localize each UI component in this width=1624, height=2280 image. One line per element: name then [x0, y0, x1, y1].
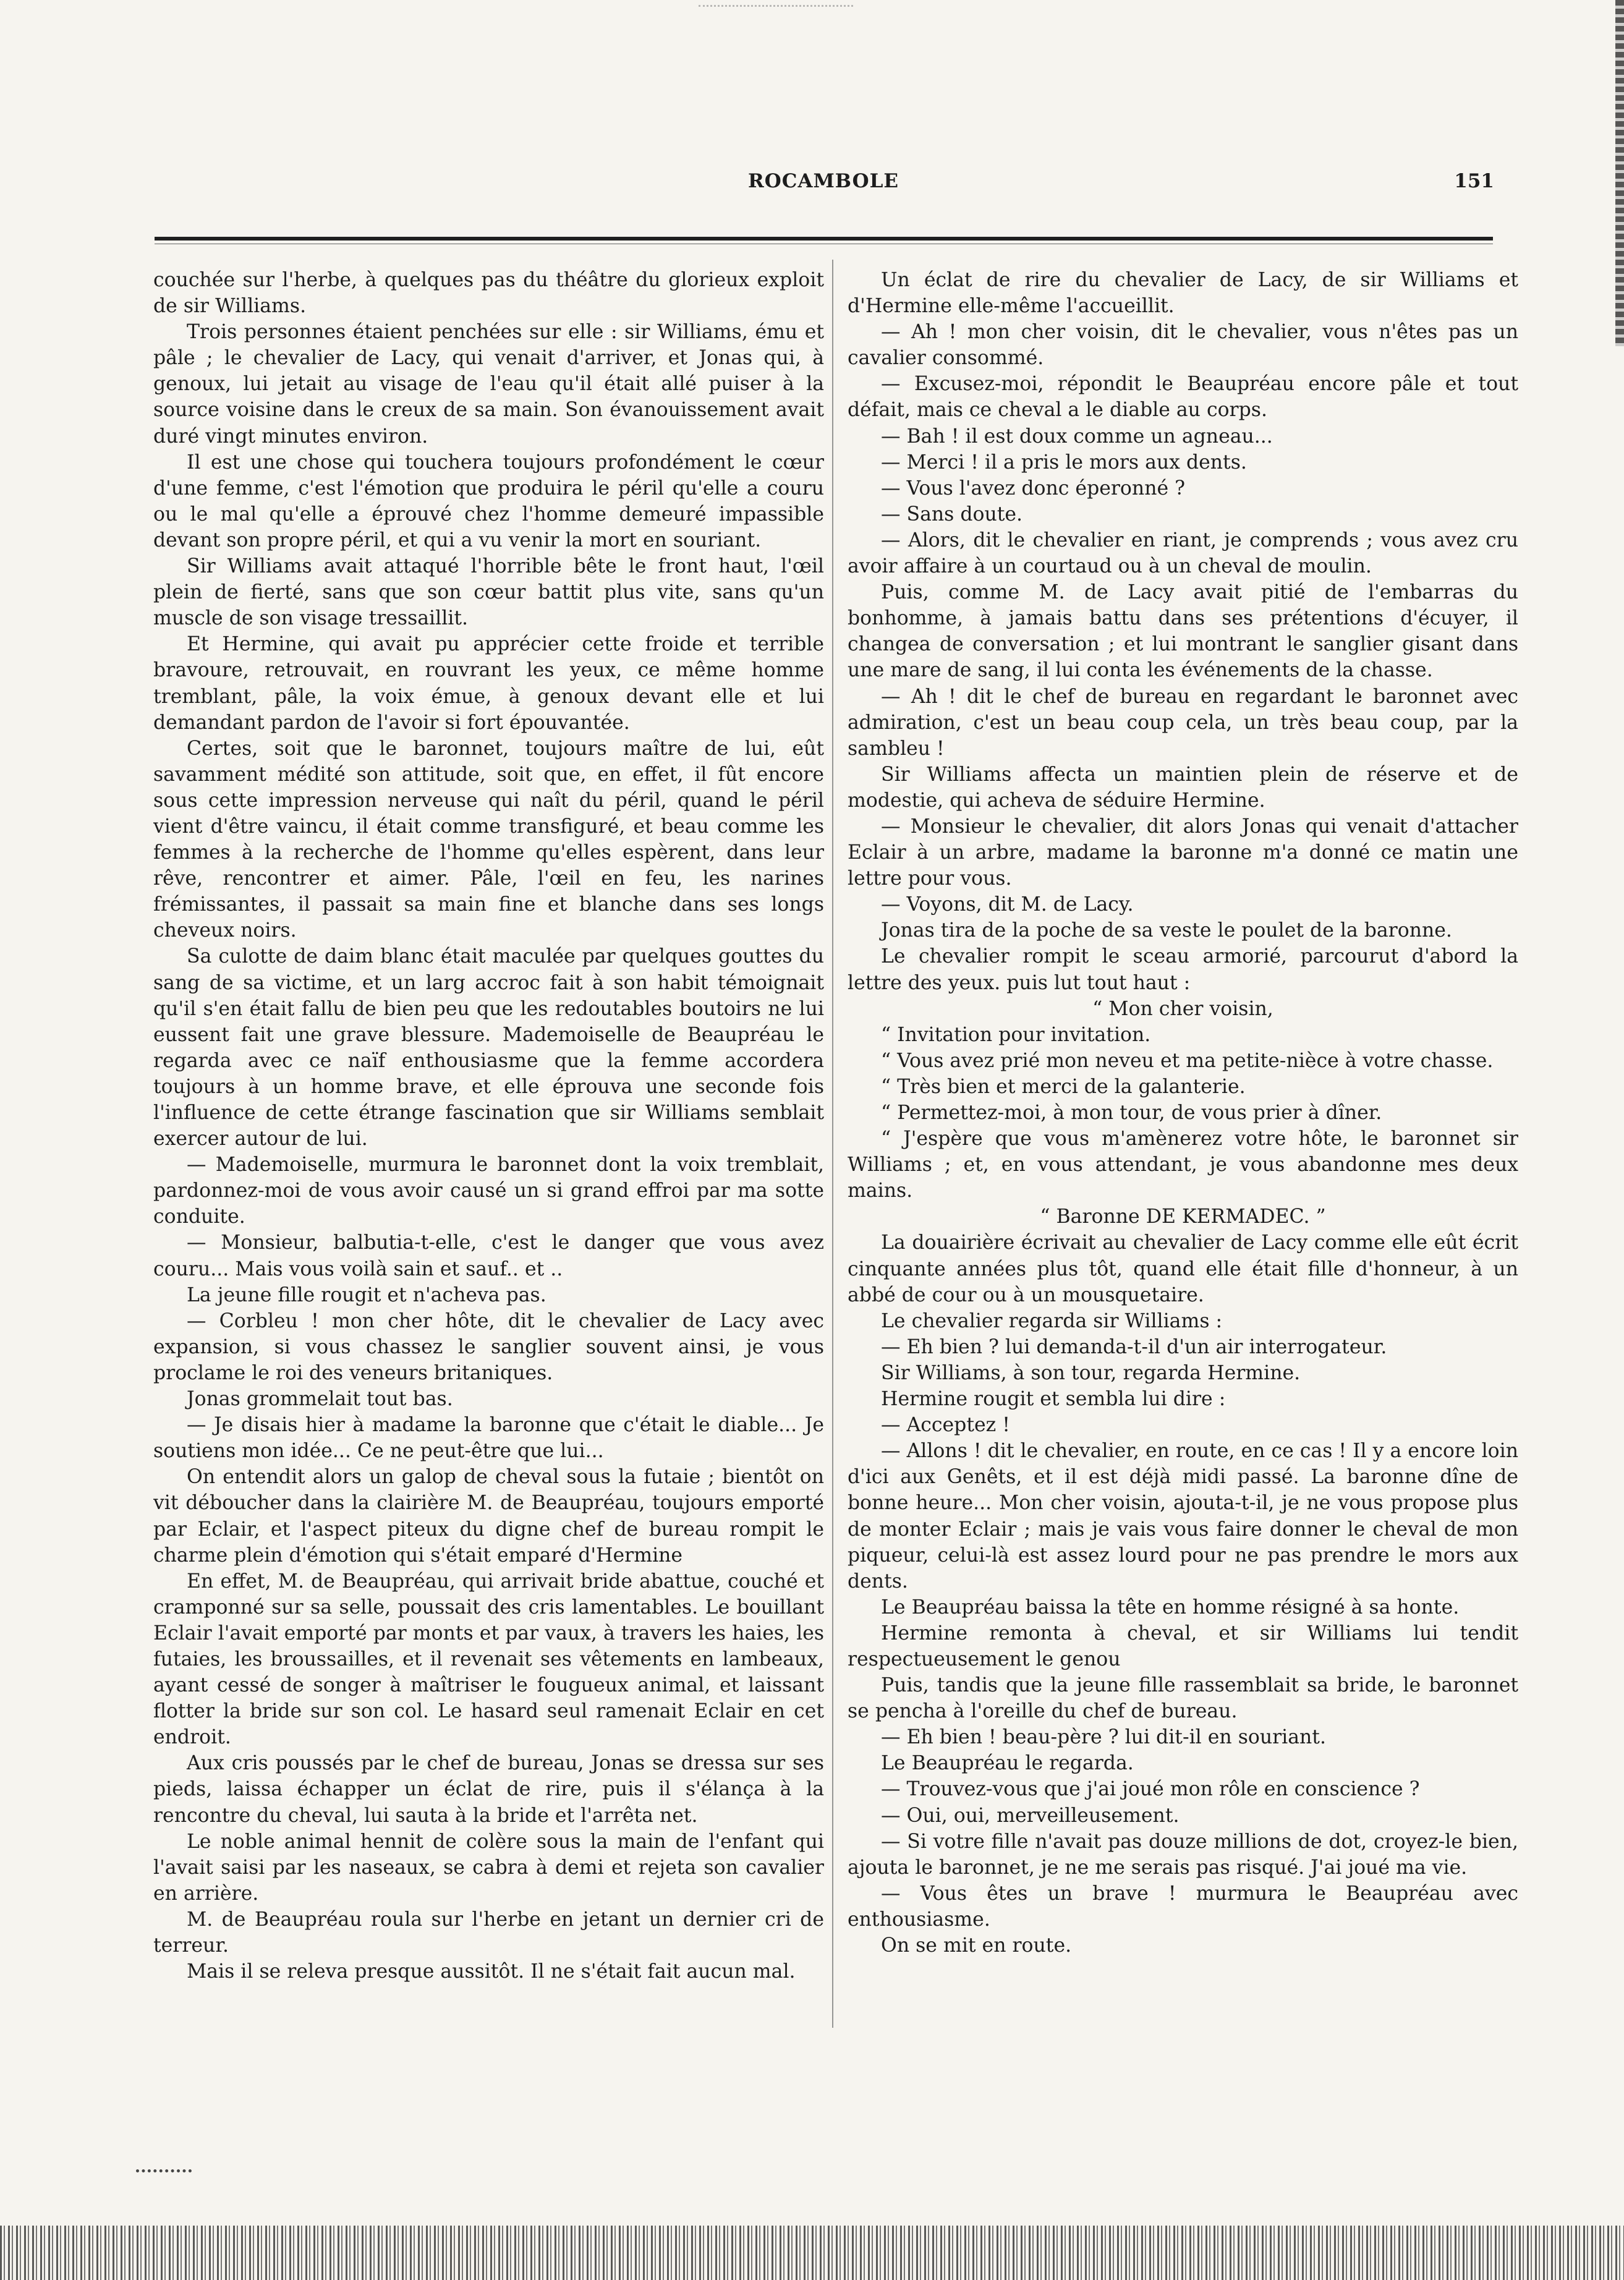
paragraph: Puis, tandis que la jeune fille rassemblait sa bride, le baronnet se pencha à l'oreille du chef de bureau.: [848, 1674, 1518, 1723]
paragraph: — Si votre fille n'avait pas douze millions de dot, croyez-le bien, ajouta le baronnet, je ne me serais pas risqué. J'ai joué ma vie.: [848, 1830, 1518, 1879]
paragraph: Puis, comme M. de Lacy avait pitié de l'embarras du bonhomme, à jamais battu dans ses prétentions d'écuyer, il changea de conversation ; et lui montrant le sanglier gisant dans une mare de sang, il lui conta les événements de la chasse.: [848, 581, 1518, 682]
paragraph: — Mademoiselle, murmura le baronnet dont la voix tremblait, pardonnez-moi de vous avoir causé un si grand effroi par ma sotte conduite.: [153, 1154, 824, 1228]
paragraph: — Merci ! il a pris le mors aux dents.: [881, 451, 1247, 474]
paragraph: — Voyons, dit M. de Lacy.: [881, 893, 1134, 916]
paragraph: Le chevalier regarda sir Williams :: [881, 1309, 1223, 1332]
paragraph: M. de Beaupréau roula sur l'herbe en jetant un dernier cri de terreur.: [153, 1908, 824, 1957]
paragraph: — Monsieur le chevalier, dit alors Jonas qui venait d'attacher Eclair à un arbre, madame la baronne m'a donné ce matin une lettre pour vous.: [848, 815, 1518, 890]
paragraph: Certes, soit que le baronnet, toujours maître de lui, eût savamment médité son attitude, soit que, en effet, il fût encore sous cette impression nerveuse qui naît du péril, quand le péril vient d'être vaincu, il était comme transfiguré, et beau comme les femmes à la recherche de l'homme qu'elles espèrent, dans leur rêve, rencontrer et aimer. Pâle, l'œil en feu, les narines frémissantes, il passait sa main fine et blanche dans ses longs cheveux noirs.: [153, 737, 824, 942]
paragraph: Aux cris poussés par le chef de bureau, Jonas se dressa sur ses pieds, laissa échapper un éclat de rire, puis il s'élança à la rencontre du cheval, lui sauta à la bride et l'arrêta net.: [153, 1752, 824, 1827]
page-number: 151: [1454, 170, 1494, 192]
paragraph: — Ah ! mon cher voisin, dit le chevalier, vous n'êtes pas un cavalier consommé.: [848, 321, 1518, 370]
paragraph: Sir Williams avait attaqué l'horrible bête le front haut, l'œil plein de fierté, sans que son cœur battit plus vite, sans qu'un muscle de son visage tressaillit.: [153, 555, 824, 630]
paragraph: Trois personnes étaient penchées sur elle : sir Williams, ému et pâle ; le chevalier de Lacy, qui venait d'arriver, et Jonas qui, à genoux, lui jetait au visage de l'eau qu'il était allé puiser à la source voisine dans le creux de sa main. Son évanouissement avait duré vingt minutes environ.: [153, 321, 824, 448]
paragraph: Le Beaupréau le regarda.: [881, 1752, 1134, 1775]
paragraph: — Eh bien ? lui demanda-t-il d'un air interrogateur.: [881, 1335, 1387, 1358]
paragraph: Et Hermine, qui avait pu apprécier cette froide et terrible bravoure, retrouvait, en rouvrant les yeux, ce même homme tremblant, pâle, la voix émue, à genoux devant elle et lui demandant pardon de l'avoir si fort épouvantée.: [153, 633, 824, 734]
scan-artifact-bottom: [0, 2226, 1624, 2280]
letter-line: “ Très bien et merci de la galanterie.: [881, 1075, 1246, 1098]
scan-artifact-dots: [136, 2169, 192, 2180]
paragraph: — Vous l'avez donc éperonné ?: [881, 477, 1186, 500]
paragraph: — Monsieur, balbutia-t-elle, c'est le danger que vous avez couru... Mais vous voilà sain et sauf.. et ..: [153, 1231, 824, 1280]
letter-salutation: “ Mon cher voisin,: [1092, 997, 1273, 1020]
paragraph: Le noble animal hennit de colère sous la main de l'enfant qui l'avait saisi par les naseaux, se cabra à demi et rejeta son cavalier en arrière.: [153, 1830, 824, 1905]
paragraph: — Allons ! dit le chevalier, en route, en ce cas ! Il y a encore loin d'ici aux Genêts, et il est déjà midi passé. La baronne dîne de bonne heure... Mon cher voisin, ajouta-t-il, je ne vous propose plus de monter Eclair ; mais je vais vous faire donner le cheval de mon piqueur, celui-là est assez lourd pour ne pas prendre le mors aux dents.: [848, 1440, 1518, 1593]
paragraph: — Vous êtes un brave ! murmura le Beaupréau avec enthousiasme.: [848, 1882, 1518, 1931]
header-rule: [155, 237, 1493, 240]
scan-artifact-top: [699, 5, 853, 14]
paragraph: Hermine remonta à cheval, et sir Williams lui tendit respectueusement le genou: [848, 1622, 1518, 1670]
letter-line: “ J'espère que vous m'amènerez votre hôte, le baronnet sir Williams ; et, en vous attendant, je vous abandonne mes deux mains.: [848, 1128, 1518, 1202]
letter-signature: “ Baronne DE KERMADEC. ”: [1040, 1206, 1326, 1228]
paragraph: Jonas grommelait tout bas.: [187, 1388, 453, 1411]
paragraph: — Alors, dit le chevalier en riant, je comprends ; vous avez cru avoir affaire à un courtaud ou à un cheval de moulin.: [848, 529, 1518, 578]
paragraph: — Oui, oui, merveilleusement.: [881, 1804, 1180, 1827]
paragraph: Sa culotte de daim blanc était maculée par quelques gouttes du sang de sa victime, et un larg accroc fait à son habit témoignait qu'il s'en était fallu de bien peu que les redoutables boutoirs ne lui eussent fait une grave blessure. Mademoiselle de Beaupréau le regarda avec ce naïf enthousiasme que la femme accordera toujours à un homme brave, et elle éprouva une seconde fois l'influence de cette étrange fascination que sir Williams semblait exercer autour de lui.: [153, 945, 824, 1151]
paragraph: Sir Williams, à son tour, regarda Hermine.: [881, 1361, 1301, 1384]
letter-line: “ Vous avez prié mon neveu et ma petite-nièce à votre chasse.: [881, 1049, 1494, 1072]
paragraph: Jonas tira de la poche de sa veste le poulet de la baronne.: [881, 919, 1452, 942]
paragraph: — Acceptez !: [881, 1414, 1010, 1437]
column-divider: [832, 260, 833, 2028]
paragraph: — Excusez-moi, répondit le Beaupréau encore pâle et tout défait, mais ce cheval a le diable au corps.: [848, 373, 1518, 422]
paragraph: — Ah ! dit le chef de bureau en regardant le baronnet avec admiration, c'est un beau coup cela, un très beau coup, par la sambleu !: [848, 685, 1518, 760]
paragraph: La douairière écrivait au chevalier de Lacy comme elle eût écrit cinquante années plus tôt, quand elle était fille d'honneur, à un abbé de cour ou à un mousquetaire.: [848, 1231, 1518, 1306]
paragraph: On entendit alors un galop de cheval sous la futaie ; bientôt on vit déboucher dans la clairière M. de Beaupréau, toujours emporté par Eclair, et l'aspect piteux du digne chef de bureau rompit le charme plein d'émotion qui s'était emparé d'Hermine: [153, 1466, 824, 1567]
paragraph: Sir Williams affecta un maintien plein de réserve et de modestie, qui acheva de séduire Hermine.: [848, 763, 1518, 812]
paragraph: La jeune fille rougit et n'acheva pas.: [187, 1283, 546, 1306]
paragraph: En effet, M. de Beaupréau, qui arrivait bride abattue, couché et cramponné sur sa selle, poussait des cris lamentables. Le bouillant Eclair l'avait emporté par monts et par vaux, à travers les haies, les futaies, les broussailles, et il revenait ses vêtements en lambeaux, ayant cessé de songer à maîtriser le fougueux animal, et laissant flotter la bride sur son col. Le hasard seul ramenait Eclair en cet endroit.: [153, 1570, 824, 1749]
paragraph: Le Beaupréau baissa la tête en homme résigné à sa honte.: [881, 1596, 1460, 1619]
paragraph: Hermine rougit et sembla lui dire :: [881, 1388, 1226, 1411]
page-header: [0, 170, 1624, 213]
paragraph: — Sans doute.: [881, 503, 1023, 525]
letter-line: “ Permettez-moi, à mon tour, de vous prier à dîner.: [881, 1102, 1382, 1124]
paragraph: — Je disais hier à madame la baronne que c'était le diable... Je soutiens mon idée... Ce ne peut-être que lui...: [153, 1414, 824, 1463]
paragraph: couchée sur l'herbe, à quelques pas du théâtre du glorieux exploit de sir Williams.: [153, 269, 824, 318]
paragraph: Un éclat de rire du chevalier de Lacy, de sir Williams et d'Hermine elle-même l'accueillit.: [848, 269, 1518, 318]
paragraph: — Bah ! il est doux comme un agneau...: [881, 425, 1273, 448]
letter-line: “ Invitation pour invitation.: [881, 1023, 1151, 1046]
left-column: [153, 267, 824, 2035]
paragraph: On se mit en route.: [881, 1934, 1072, 1957]
paragraph: — Trouvez-vous que j'ai joué mon rôle en conscience ?: [881, 1778, 1420, 1801]
paragraph: Il est une chose qui touchera toujours profondément le cœur d'une femme, c'est l'émotion que produira le péril qu'elle a couru ou le mal qu'elle a éprouvé chez l'homme demeuré impassible devant son propre péril, et qui a vu venir la mort en souriant.: [153, 451, 824, 551]
paragraph: Le chevalier rompit le sceau armorié, parcourut d'abord la lettre des yeux. puis lut tout haut :: [848, 945, 1518, 994]
running-title: ROCAMBOLE: [748, 170, 899, 192]
right-column: [848, 267, 1518, 2035]
paragraph: — Corbleu ! mon cher hôte, dit le chevalier de Lacy avec expansion, si vous chassez le sanglier souvent ainsi, je vous proclame le roi des veneurs britaniques.: [153, 1309, 824, 1384]
paragraph: — Eh bien ! beau-père ? lui dit-il en souriant.: [881, 1726, 1326, 1749]
paragraph: Mais il se releva presque aussitôt. Il ne s'était fait aucun mal.: [187, 1960, 796, 1983]
